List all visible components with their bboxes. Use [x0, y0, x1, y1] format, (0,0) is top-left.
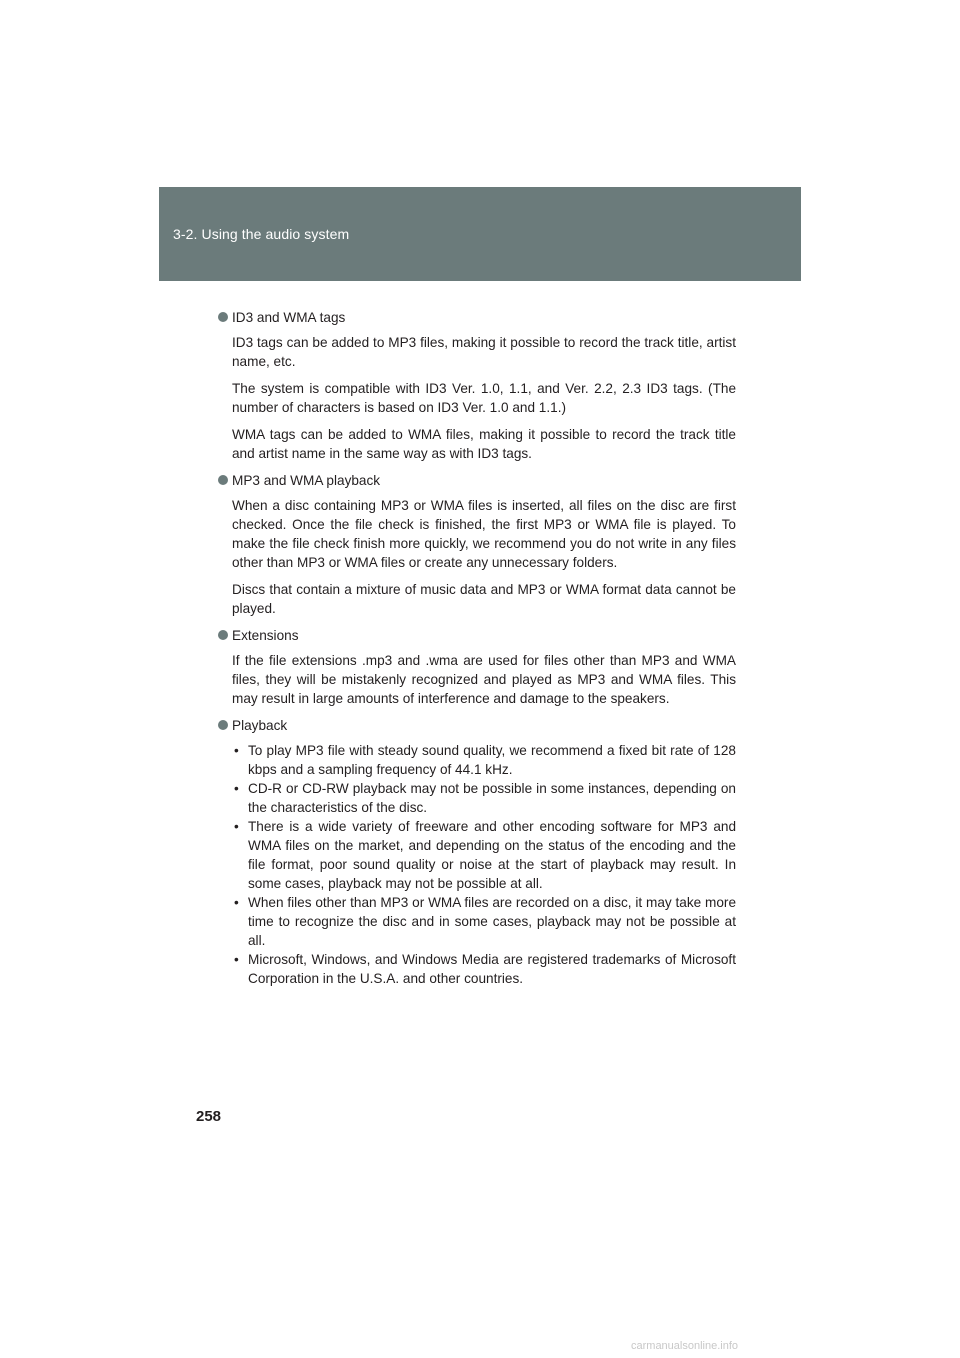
paragraph: ID3 tags can be added to MP3 files, making it possible to record the track title, artist name, etc.	[232, 335, 736, 369]
list-item: • There is a wide variety of freeware and other encoding software for MP3 and WMA files on the market, and depending on the status of the encoding and the file format, poor sound quality or noise at the start of playback may result. In some cases, playback may not be possible at all.	[234, 819, 736, 891]
circle-bullet-icon	[218, 720, 228, 730]
list-item: • Microsoft, Windows, and Windows Media are registered trademarks of Microsoft Corporation in the U.S.A. and other countries.	[234, 952, 736, 986]
watermark: carmanualsonline.info	[631, 1340, 739, 1352]
section-heading: MP3 and WMA playback	[220, 471, 736, 490]
section-heading: Playback	[220, 716, 736, 735]
section-heading: Extensions	[220, 626, 736, 645]
list-item: • CD-R or CD-RW playback may not be possible in some instances, depending on the characteristics of the disc.	[234, 781, 736, 815]
section-heading: ID3 and WMA tags	[220, 308, 736, 327]
section-id3-wma-tags	[220, 308, 736, 463]
paragraph: If the file extensions .mp3 and .wma are used for files other than MP3 and WMA files, they will be mistakenly recognized and played as MP3 and WMA files. This may result in large amounts of interference and damage to the speakers.	[232, 653, 736, 706]
circle-bullet-icon	[218, 630, 228, 640]
bullet-list	[232, 741, 736, 988]
circle-bullet-icon	[218, 312, 228, 322]
paragraph: WMA tags can be added to WMA files, making it possible to record the track title and artist name in the same way as with ID3 tags.	[232, 427, 736, 461]
page-content	[220, 308, 736, 994]
page-number: 258	[196, 1108, 222, 1125]
paragraph: Discs that contain a mixture of music data and MP3 or WMA format data cannot be played.	[232, 582, 736, 616]
circle-bullet-icon	[218, 475, 228, 485]
paragraph: When a disc containing MP3 or WMA files is inserted, all files on the disc are first checked. Once the file check is finished, the first MP3 or WMA file is played. To make the file check finish more quickly, we recommend you do not write in any files other than MP3 or WMA files or create any unnecessary folders.	[232, 498, 736, 570]
section-header-bar	[159, 187, 801, 281]
section-playback	[220, 716, 736, 988]
section-extensions	[220, 626, 736, 708]
list-item: • When files other than MP3 or WMA files are recorded on a disc, it may take more time to recognize the disc and in some cases, playback may not be possible at all.	[234, 895, 736, 948]
paragraph: The system is compatible with ID3 Ver. 1.0, 1.1, and Ver. 2.2, 2.3 ID3 tags. (The number of characters is based on ID3 Ver. 1.0 and 1.1.)	[232, 381, 736, 415]
list-item: • To play MP3 file with steady sound quality, we recommend a fixed bit rate of 128 kbps and a sampling frequency of 44.1 kHz.	[234, 743, 736, 777]
section-title: 3-2. Using the audio system	[173, 226, 350, 242]
section-mp3-wma-playback	[220, 471, 736, 618]
